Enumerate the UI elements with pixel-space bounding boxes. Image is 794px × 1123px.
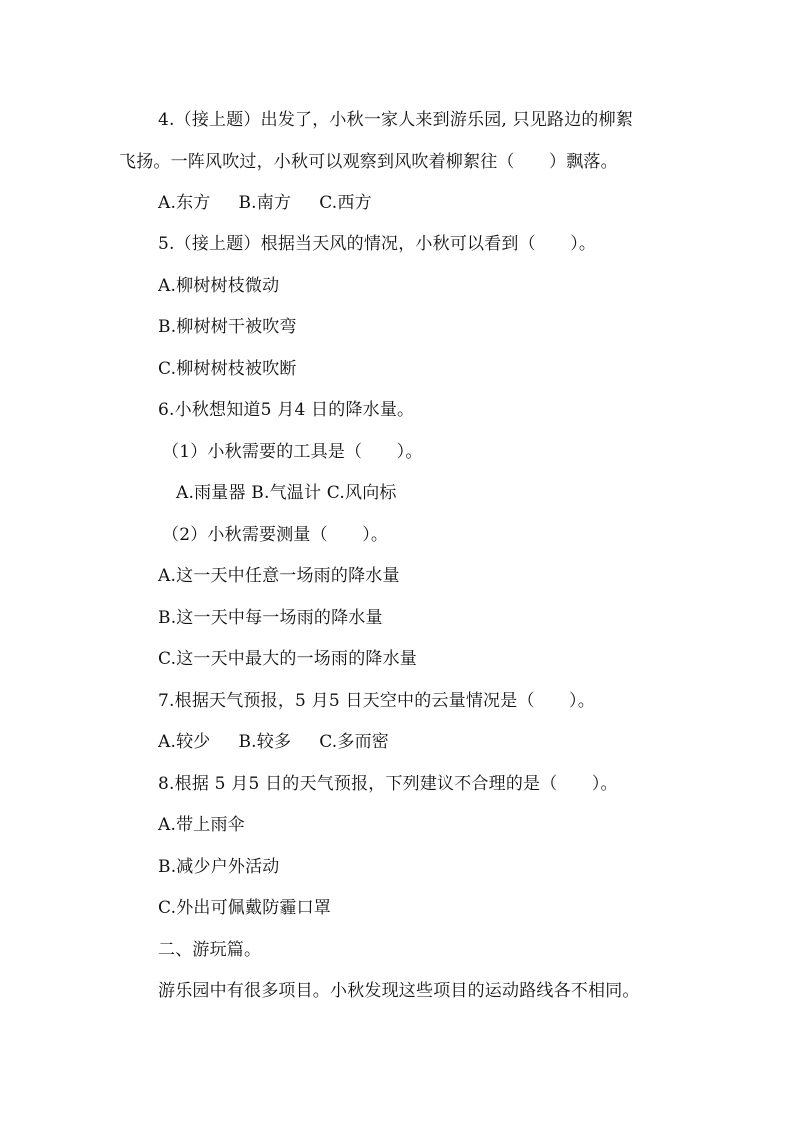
q5-option-c: C.柳树树枝被吹断 <box>158 359 297 379</box>
q8-option-c: C.外出可佩戴防霾口罩 <box>158 898 332 918</box>
q5-option-a: A.柳树树枝微动 <box>158 276 280 296</box>
q4-option-a: A.东方 <box>158 193 211 213</box>
q5-option-b: B.柳树树干被吹弯 <box>158 317 297 337</box>
q4-options <box>158 191 372 215</box>
q4-stem-line2: 飞扬。一阵风吹过，小秋可以观察到风吹着柳絮往（ ）飘落。 <box>119 152 618 172</box>
q5-stem: 5.（接上题）根据当天风的情况，小秋可以看到（ ）。 <box>158 234 597 254</box>
q6-sub2-option-b: B.这一天中每一场雨的降水量 <box>158 608 383 628</box>
q6-sub2-stem: （2）小秋需要测量（ ）。 <box>162 525 389 545</box>
q7-option-a: A.较少 <box>158 732 211 752</box>
q4-option-c: C.西方 <box>319 193 372 213</box>
section2-intro: 游乐园中有很多项目。小秋发现这些项目的运动路线各不相同。 <box>158 981 640 1001</box>
q4-stem-line1: 4.（接上题）出发了，小秋一家人来到游乐园, 只见路边的柳絮 <box>158 110 634 130</box>
q6-sub1-options: A.雨量器 B.气温计 C.风向标 <box>176 483 397 503</box>
q7-options <box>158 730 389 754</box>
section2-title: 二、游玩篇。 <box>158 940 262 960</box>
q7-option-b: B.较多 <box>238 732 292 752</box>
q6-stem: 6.小秋想知道5 月4 日的降水量。 <box>158 400 415 420</box>
q6-sub2-option-a: A.这一天中任意一场雨的降水量 <box>158 566 400 586</box>
q4-option-b: B.南方 <box>238 193 292 213</box>
q7-option-c: C.多而密 <box>319 732 389 752</box>
q8-stem: 8.根据 5 月5 日的天气预报，下列建议不合理的是（ ）。 <box>158 774 618 794</box>
q8-option-a: A.带上雨伞 <box>158 815 245 835</box>
q8-option-b: B.减少户外活动 <box>158 857 280 877</box>
q6-sub1-stem: （1）小秋需要的工具是（ ）。 <box>162 442 423 462</box>
q7-stem: 7.根据天气预报，5 月5 日天空中的云量情况是（ ）。 <box>158 691 595 711</box>
q6-sub2-option-c: C.这一天中最大的一场雨的降水量 <box>158 649 418 669</box>
